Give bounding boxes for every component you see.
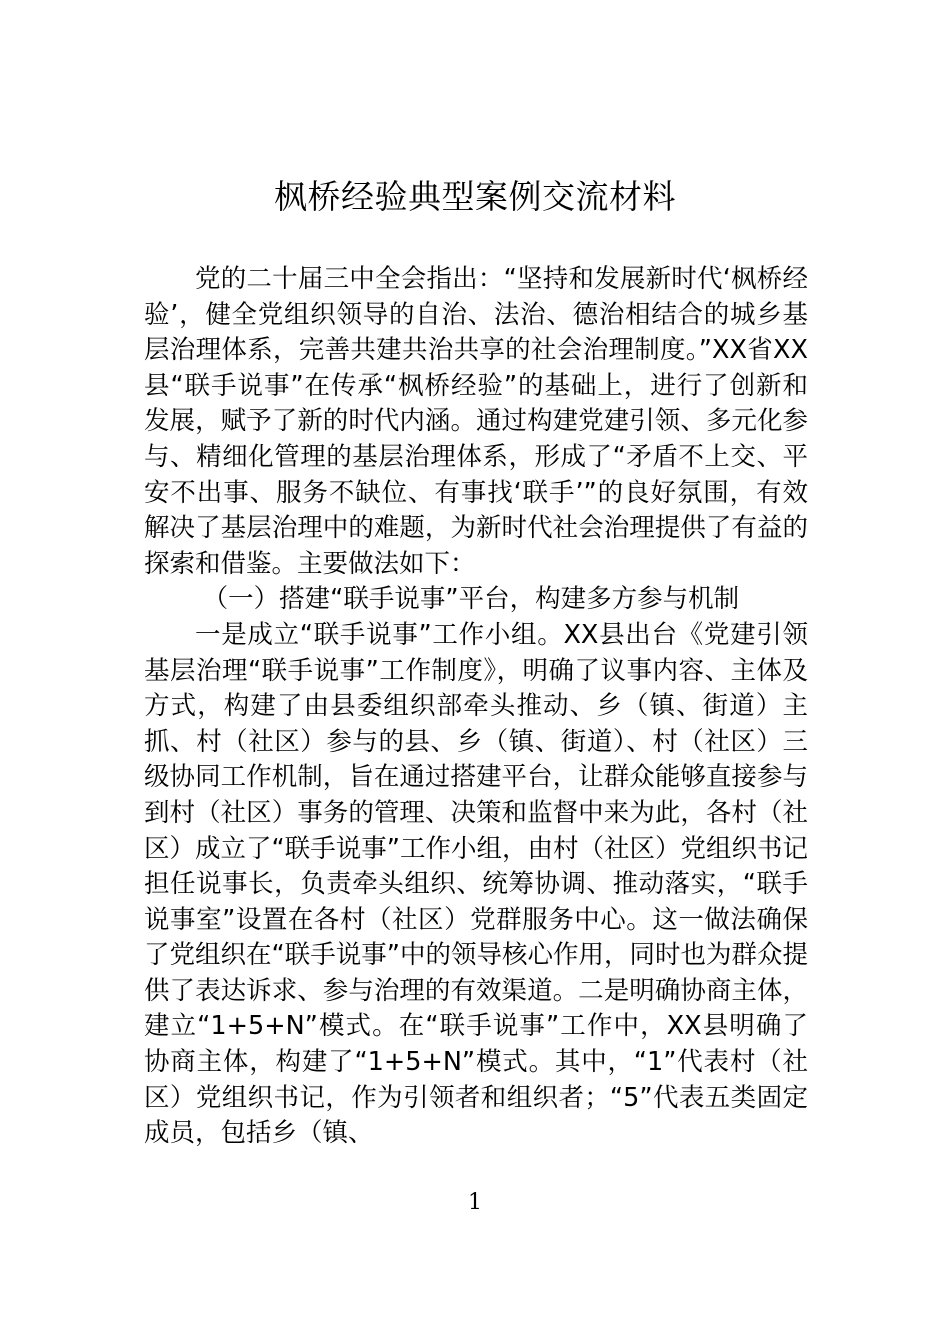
document-body xyxy=(144,262,808,1152)
document-title: 枫桥经验典型案例交流材料 xyxy=(274,177,676,216)
intro-paragraph: 党的二十届三中全会指出：“坚持和发展新时代‘枫桥经验’，健全党组织领导的自治、法治、德治相结合的城乡基层治理体系，完善共建共治共享的社会治理制度。”XX省XX县“联手说事”在传承“枫桥经验”的基础上，进行了创新和发展，赋予了新的时代内涵。通过构建党建引领、多元化参与、精细化管理的基层治理体系，形成了“矛盾不上交、平安不出事、服务不缺位、有事找‘联手’”的良好氛围，有效解决了基层治理中的难题，为新时代社会治理提供了有益的探索和借鉴。主要做法如下： xyxy=(144,264,808,579)
page-number: 1 xyxy=(468,1190,482,1215)
section-heading: （一）搭建“联手说事”平台，构建多方参与机制 xyxy=(202,584,740,615)
section-paragraph: 一是成立“联手说事”工作小组。XX县出台《党建引领基层治理“联手说事”工作制度》，明确了议事内容、主体及方式，构建了由县委组织部牵头推动、乡（镇、街道）主抓、村（社区）参与的县、乡（镇、街道）、村（社区）三级协同工作机制，旨在通过搭建平台，让群众能够直接参与到村（社区）事务的管理、决策和监督中来为此，各村（社区）成立了“联手说事”工作小组，由村（社区）党组织书记担任说事长，负责牵头组织、统筹协调、推动落实，“联手说事室”设置在各村（社区）党群服务中心。这一做法确保了党组织在“联手说事”中的领导核心作用，同时也为群众提供了表达诉求、参与治理的有效渠道。二是明确协商主体，建立“1+5+N”模式。在“联手说事”工作中，XX县明确了协商主体，构建了“1+5+N”模式。其中，“1”代表村（社区）党组织书记，作为引领者和组织者；“5”代表五类固定成员，包括乡（镇、 xyxy=(144,619,808,1149)
